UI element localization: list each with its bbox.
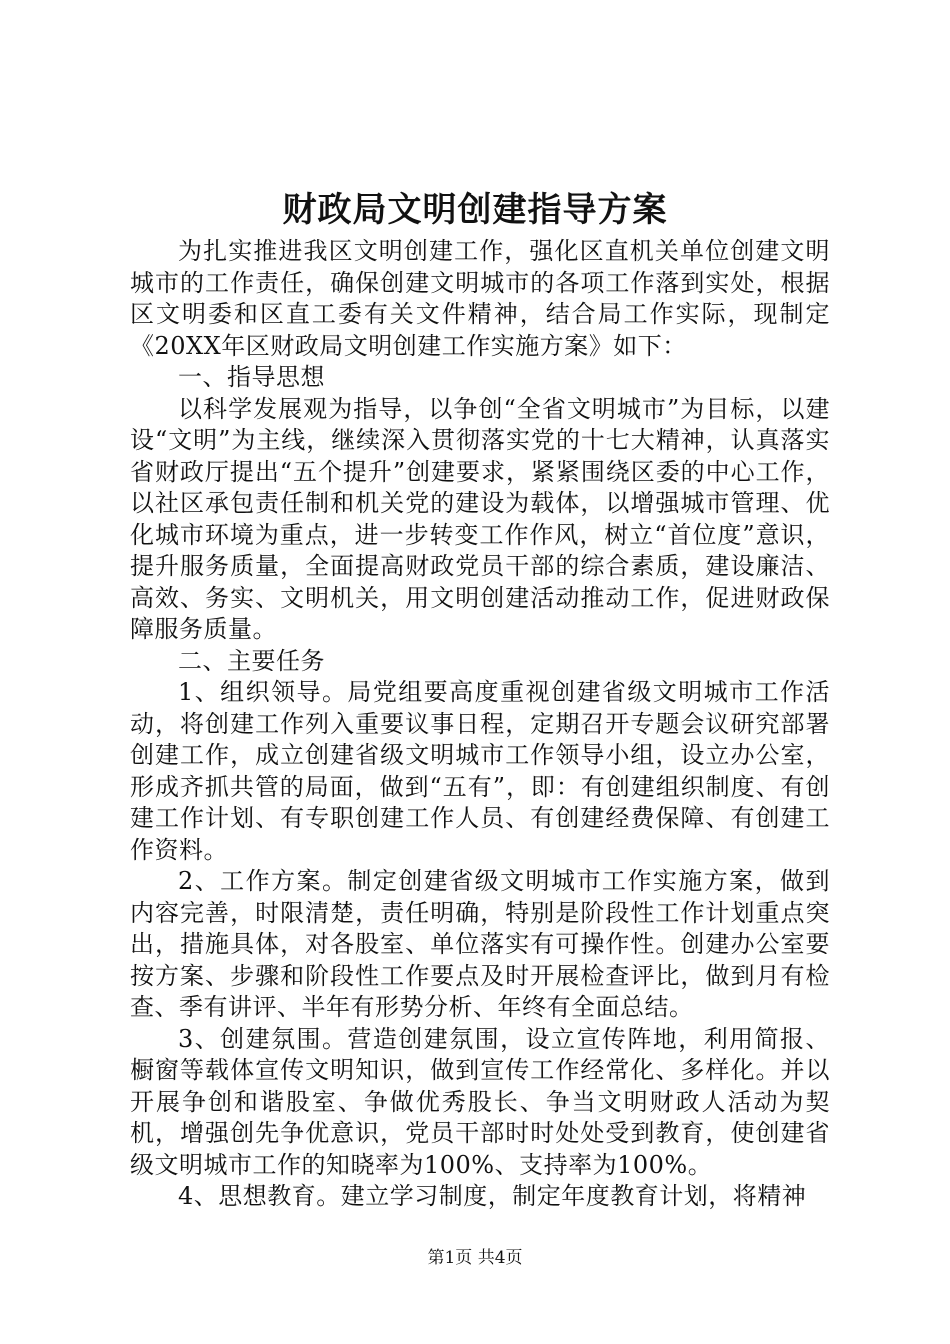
- task-atmosphere-paragraph: 3、创建氛围。营造创建氛围，设立宣传阵地，利用简报、橱窗等载体宣传文明知识，做到宣传工作经常化、多样化。并以开展争创和谐股室、争做优秀股长、争当文明财政人活动为契机，增强创先争优意识，党员干部时时处处受到教育，使创建省级文明城市工作的知晓率为100%、支持率为100%。: [130, 1024, 830, 1179]
- task-work-plan-paragraph: 2、工作方案。制定创建省级文明城市工作实施方案，做到内容完善，时限清楚，责任明确，特别是阶段性工作计划重点突出，措施具体，对各股室、单位落实有可操作性。创建办公室要按方案、步骤和阶段性工作要点及时开展检查评比，做到月有检查、季有讲评、半年有形势分析、年终有全面总结。: [130, 867, 830, 1021]
- guiding-thought-paragraph: 以科学发展观为指导，以争创“全省文明城市”为目标，以建设“文明”为主线，继续深入贯彻落实党的十七大精神，认真落实省财政厅提出“五个提升”创建要求，紧紧围绕区委的中心工作，以社区承包责任制和机关党的建设为载体，以增强城市管理、优化城市环境为重点，进一步转变工作作风，树立“首位度”意识，提升服务质量，全面提高财政党员干部的综合素质，建设廉洁、高效、务实、文明机关，用文明创建活动推动工作，促进财政保障服务质量。: [130, 394, 830, 643]
- section-heading-main-tasks: 二、主要任务: [178, 646, 325, 675]
- task-ideological-education-paragraph: 4、思想教育。建立学习制度，制定年度教育计划，将精神: [178, 1182, 807, 1210]
- intro-paragraph: 为扎实推进我区文明创建工作，强化区直机关单位创建文明城市的工作责任，确保创建文明城市的各项工作落到实处，根据区文明委和区直工委有关文件精神，结合局工作实际，现制定《20XX年区财政局文明创建工作实施方案》如下：: [130, 237, 830, 360]
- task-organization-paragraph: 1、组织领导。局党组要高度重视创建省级文明城市工作活动，将创建工作列入重要议事日程，定期召开专题会议研究部署创建工作，成立创建省级文明城市工作领导小组，设立办公室，形成齐抓共管的局面，做到“五有”，即：有创建组织制度、有创建工作计划、有专职创建工作人员、有创建经费保障、有创建工作资料。: [130, 678, 830, 864]
- document-title: 财政局文明创建指导方案: [282, 190, 668, 230]
- page-number-footer: 第1页 共4页: [427, 1248, 523, 1268]
- section-heading-guiding-thought: 一、指导思想: [178, 363, 325, 391]
- document-body: [130, 236, 830, 1213]
